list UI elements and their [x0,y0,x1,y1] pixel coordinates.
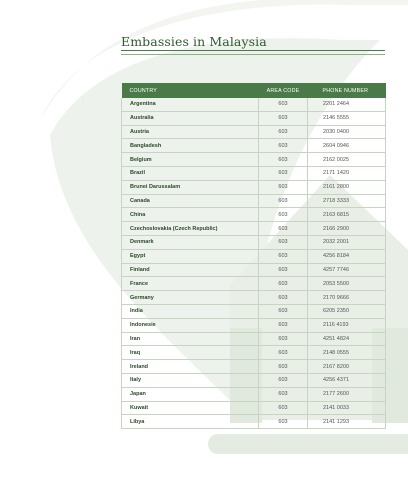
country-cell: Iran [122,332,259,346]
country-cell: Argentina [122,98,259,111]
table-row [122,166,386,180]
header-country: COUNTRY [122,83,259,98]
phone-number-cell: 2166 2900 [308,222,386,236]
country-cell: Australia [122,111,259,125]
embassy-table [121,83,386,429]
phone-number-cell: 2604 0946 [308,139,386,153]
table-row [122,153,386,167]
table-row [122,415,386,429]
area-code-cell: 603 [259,291,308,305]
table-row [122,277,386,291]
phone-number-cell: 2032 2001 [308,235,386,249]
country-cell: Italy [122,373,259,387]
table-row [122,401,386,415]
country-cell: Denmark [122,235,259,249]
area-code-cell: 603 [259,304,308,318]
country-cell: Bangladesh [122,139,259,153]
country-cell: Kuwait [122,401,259,415]
table-row [122,291,386,305]
country-cell: Finland [122,263,259,277]
phone-number-cell: 2141 0033 [308,401,386,415]
phone-number-cell: 2718 3333 [308,194,386,208]
area-code-cell: 603 [259,111,308,125]
area-code-cell: 603 [259,139,308,153]
area-code-cell: 603 [259,401,308,415]
country-cell: Brazil [122,166,259,180]
table-row [122,222,386,236]
phone-number-cell: 4256 4371 [308,373,386,387]
header-area-code: AREA CODE [259,83,308,98]
country-cell: Austria [122,125,259,139]
country-cell: Egypt [122,249,259,263]
area-code-cell: 603 [259,415,308,429]
table-row [122,373,386,387]
header-phone-number: PHONE NUMBER [308,83,386,98]
country-cell: Canada [122,194,259,208]
country-cell: Belgium [122,153,259,167]
table-row [122,263,386,277]
phone-number-cell: 2116 4193 [308,318,386,332]
phone-number-cell: 2161 2800 [308,180,386,194]
table-row [122,180,386,194]
phone-number-cell: 4251 4824 [308,332,386,346]
table-row [122,235,386,249]
country-cell: Japan [122,387,259,401]
phone-number-cell: 2170 9666 [308,291,386,305]
area-code-cell: 603 [259,318,308,332]
area-code-cell: 603 [259,373,308,387]
table-row [122,332,386,346]
country-cell: Germany [122,291,259,305]
table-row [122,346,386,360]
table-body [122,98,386,429]
country-cell: France [122,277,259,291]
country-cell: Brunei Darussalam [122,180,259,194]
table-row [122,387,386,401]
area-code-cell: 603 [259,153,308,167]
area-code-cell: 603 [259,346,308,360]
table-row [122,139,386,153]
area-code-cell: 603 [259,277,308,291]
area-code-cell: 603 [259,208,308,222]
page-title: Embassies in Malaysia [121,34,267,49]
country-cell: China [122,208,259,222]
table-row [122,304,386,318]
phone-number-cell: 2162 0025 [308,153,386,167]
table-row [122,111,386,125]
country-cell: Indonesie [122,318,259,332]
table-row [122,360,386,374]
table-row [122,125,386,139]
area-code-cell: 603 [259,98,308,111]
phone-number-cell: 2141 1293 [308,415,386,429]
area-code-cell: 603 [259,235,308,249]
phone-number-cell: 2146 5555 [308,111,386,125]
country-cell: Iraq [122,346,259,360]
country-cell: India [122,304,259,318]
decorative-bar-bottom [208,434,408,454]
area-code-cell: 603 [259,387,308,401]
area-code-cell: 603 [259,263,308,277]
area-code-cell: 603 [259,222,308,236]
phone-number-cell: 2053 5500 [308,277,386,291]
country-cell: Czechoslovakia (Czech Republic) [122,222,259,236]
table-row [122,208,386,222]
table-header-row [122,83,386,98]
phone-number-cell: 2148 0555 [308,346,386,360]
country-cell: Ireland [122,360,259,374]
phone-number-cell: 2030 0400 [308,125,386,139]
area-code-cell: 603 [259,166,308,180]
area-code-cell: 603 [259,125,308,139]
table-row [122,249,386,263]
table-row [122,194,386,208]
phone-number-cell: 2167 8200 [308,360,386,374]
title-divider-bottom [121,54,385,55]
area-code-cell: 603 [259,249,308,263]
area-code-cell: 603 [259,360,308,374]
phone-number-cell: 4256 8184 [308,249,386,263]
table-row [122,98,386,111]
area-code-cell: 603 [259,194,308,208]
country-cell: Libya [122,415,259,429]
title-divider-top [121,50,385,51]
phone-number-cell: 2171 1420 [308,166,386,180]
phone-number-cell: 6205 2350 [308,304,386,318]
area-code-cell: 603 [259,332,308,346]
area-code-cell: 603 [259,180,308,194]
phone-number-cell: 2177 2600 [308,387,386,401]
table-row [122,318,386,332]
phone-number-cell: 4257 7746 [308,263,386,277]
phone-number-cell: 2163 6815 [308,208,386,222]
phone-number-cell: 2201 2464 [308,98,386,111]
